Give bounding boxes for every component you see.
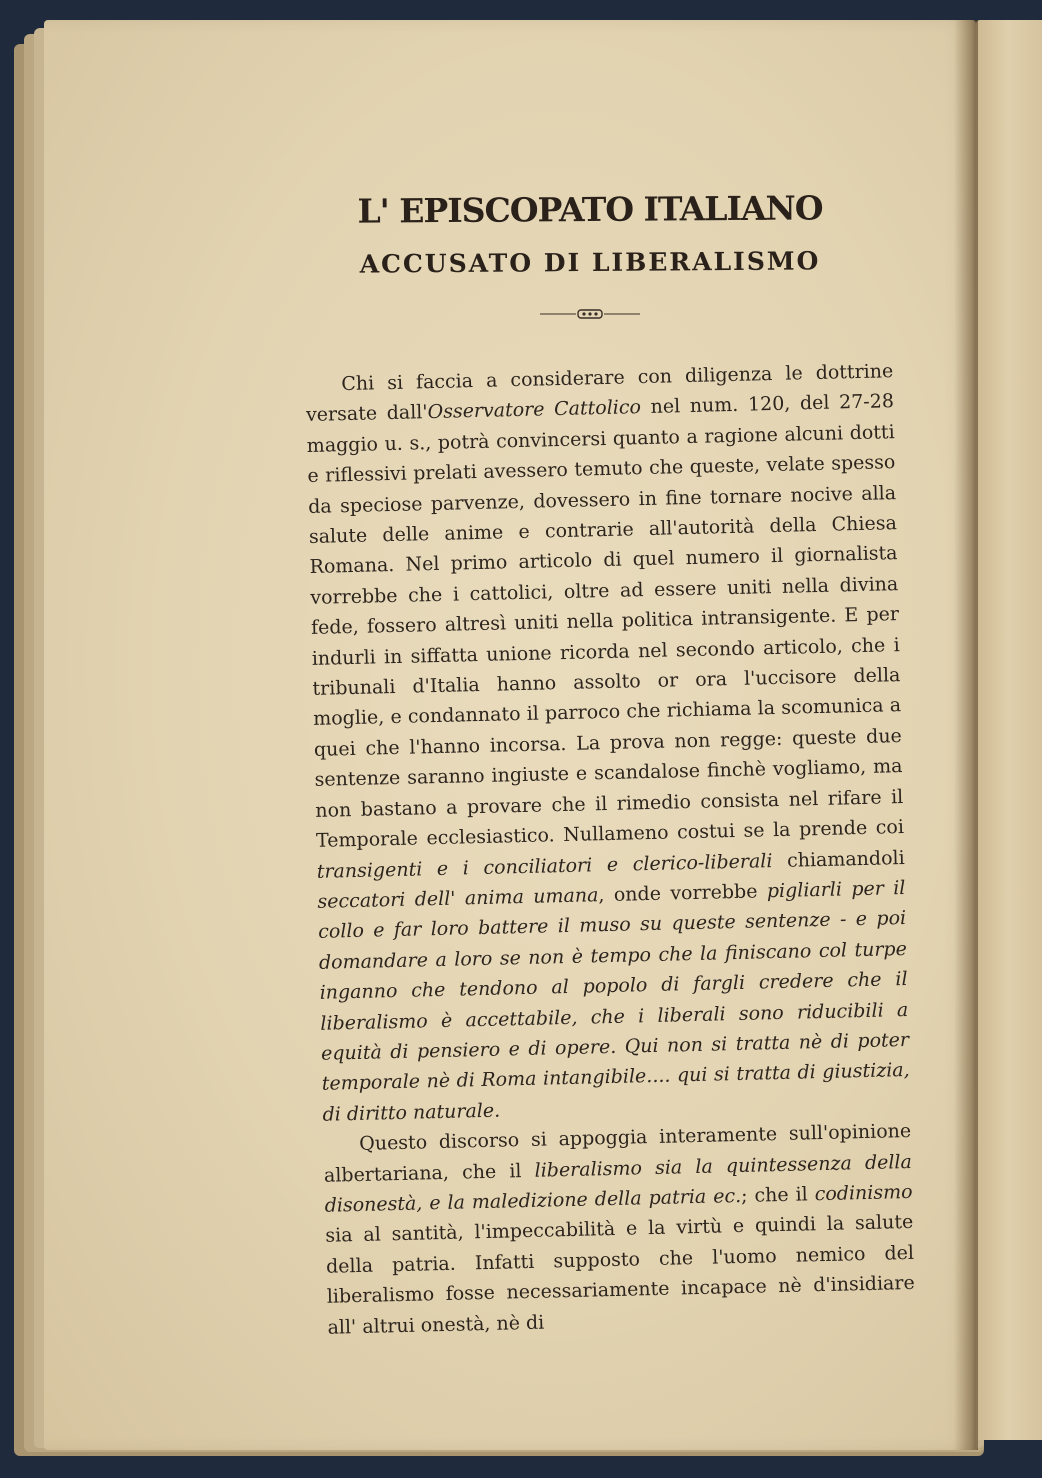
text-run: Questo discorso si appoggia interamente sull'opinione albertariana, che il (323, 1120, 912, 1187)
paragraph (305, 356, 911, 1130)
text-run: ; che il (740, 1183, 815, 1207)
italic-run: Osservatore Cattolico (427, 396, 642, 424)
text-run: , onde vorrebbe (598, 880, 768, 907)
paragraph (323, 1116, 916, 1343)
text-run: chiamandoli (772, 846, 905, 872)
italic-run: transigenti e i conciliatori e clerico-liberali (316, 849, 773, 883)
page-title: L' EPISCOPATO ITALIANO (357, 188, 823, 231)
page-subtitle: ACCUSATO DI LIBERALISMO (359, 246, 821, 279)
text-run: nel num. 120, del 27-28 maggio u. s., potrà convincersi quanto a ragione alcuni dotti e riflessivi prelati avessero temuto che queste, velate spesso da speciose parvenze, dovessero in fine tornare nocive alla salute delle anime e contrarie all'autorità della Chiesa Romana. Nel primo articolo di quel numero il giornalista vorrebbe che i cattolici, oltre ad essere uniti nella divina fede, fossero altresì uniti nella politica intransigente. E per indurli in siffatta unione ricorda nel secondo articolo, che i tribunali d'Italia hanno assolto or ora l'uccisore della moglie, e condannato il parroco che richiama la scomunica a quei che l'hanno incorsa. La prova non regge: queste due sentenze saranno ingiuste e scandalose finchè vogliamo, ma non bastano a provare che il rimedio consista nel rifare il Temporale ecclesiastico. Nullameno costui se la prende coi (306, 390, 905, 852)
italic-run: codinismo (814, 1180, 913, 1206)
italic-run: liberalismo sia la quintessenza della disonestà, e la maledizione della patria ec. (324, 1150, 913, 1217)
facing-page-strip (976, 20, 1042, 1440)
text-run: sia al santità, l'impeccabilità e la virtù e quindi la salute della patria. Infatti supposto che l'uomo nemico del liberalismo fosse necessariamente incapace nè d'insidiare all' altrui onestà, nè di (325, 1211, 915, 1339)
ornament-divider-icon (540, 308, 640, 320)
body-text (305, 356, 916, 1343)
page-gutter-shadow (954, 20, 978, 1450)
text-run: Chi si faccia a considerare con diligenza le dottrine versate dall' (305, 360, 894, 427)
italic-run: pigliarli per il collo e far loro battere il muso su queste sentenze - e poi domandare a loro se non è tempo che la finiscano col turpe inganno che tendono al popolo di fargli credere che il liberalismo è accettabile, che i liberali sono riducibili a equità di pensiero e di opere. Qui non si tratta nè di poter temporale nè di Roma intangibile.... qui si tratta di giustizia, di diritto naturale. (317, 876, 910, 1126)
italic-run: seccatori dell' anima umana (317, 884, 599, 913)
